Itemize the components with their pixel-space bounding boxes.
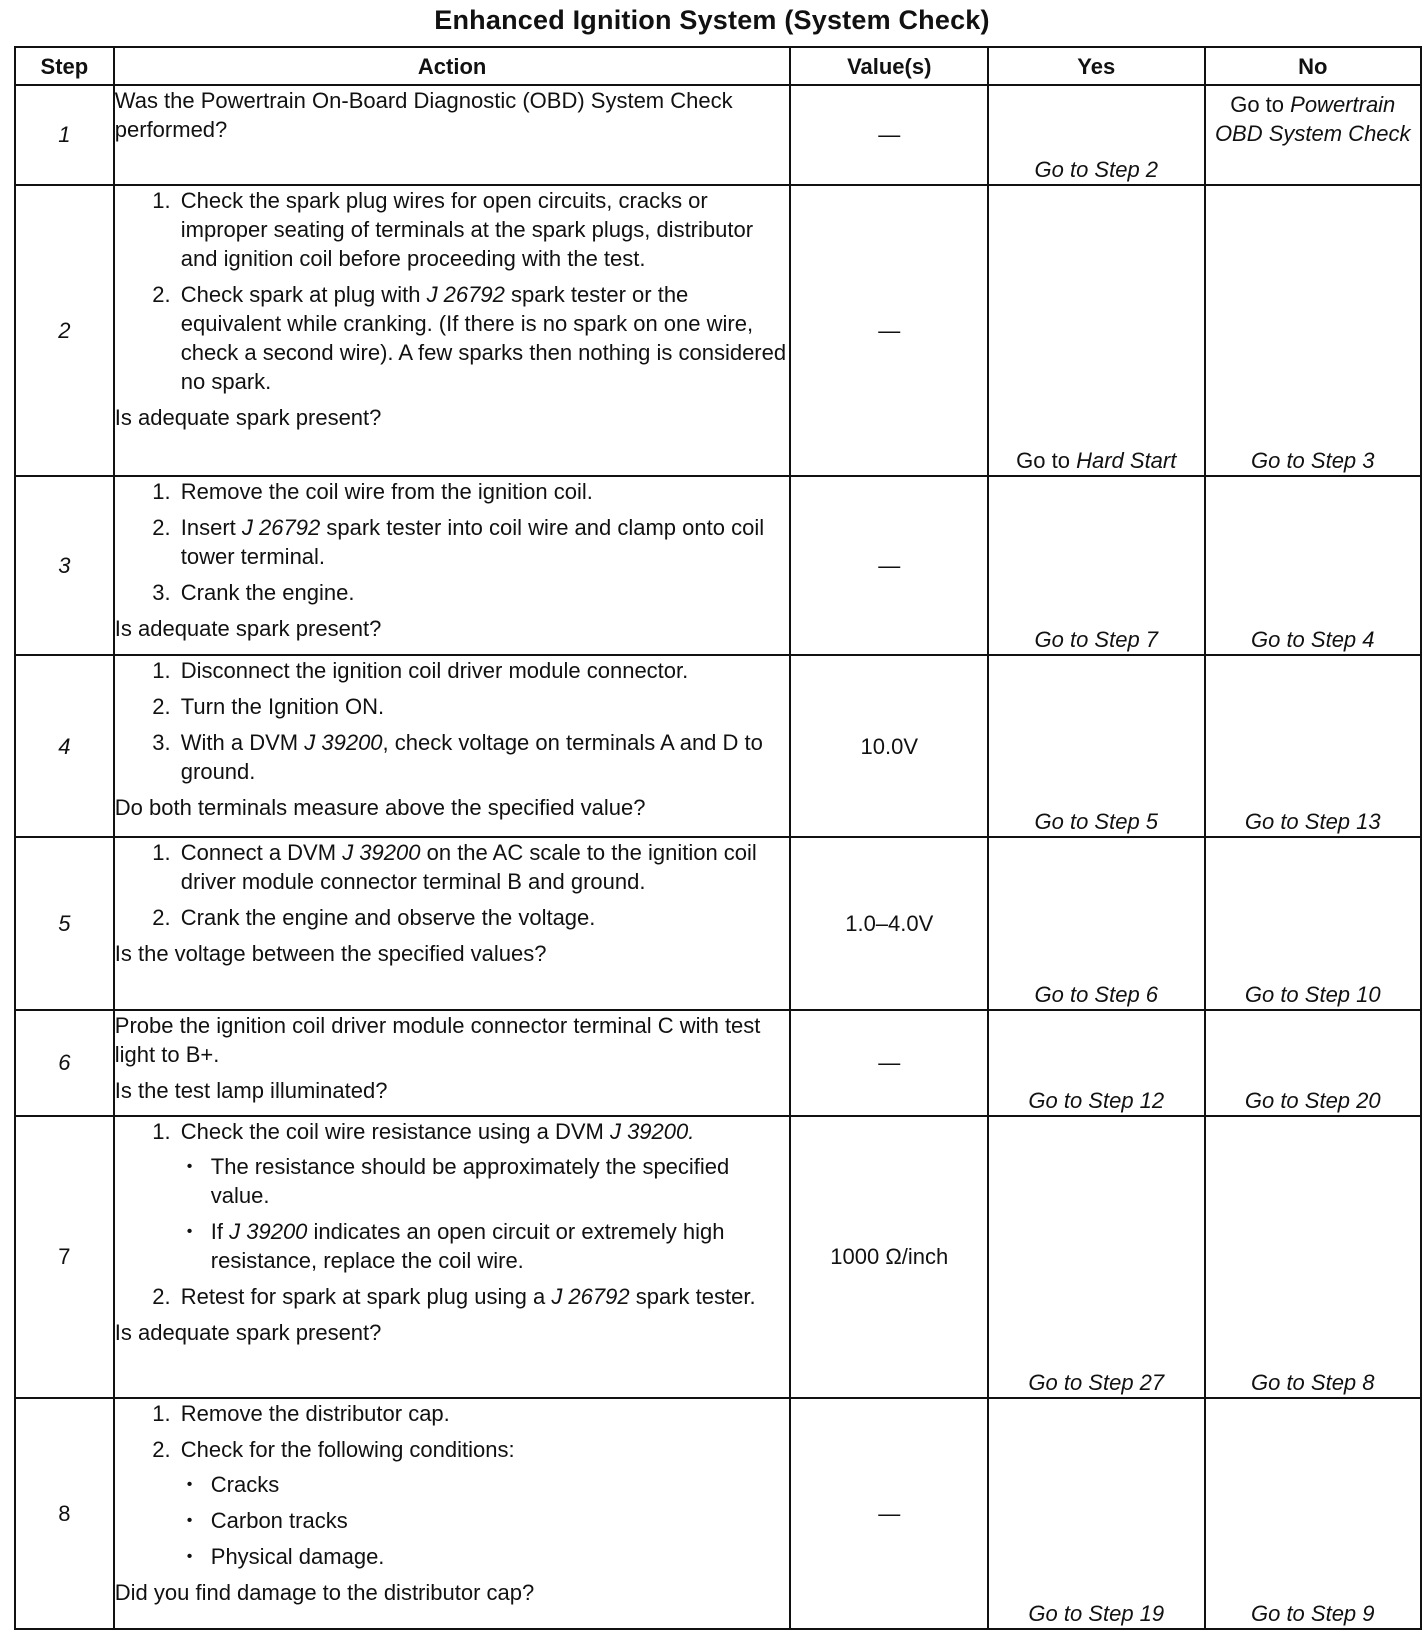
no-cell: Go to Step 13 — [1205, 655, 1422, 837]
no-cell: Go to Step 20 — [1205, 1010, 1422, 1116]
table-row — [15, 185, 1421, 476]
action-list — [115, 1117, 790, 1311]
item-text: If — [210, 1219, 223, 1245]
action-list — [115, 477, 790, 607]
action-cell — [114, 1010, 791, 1116]
no-cell: Go to Step 10 — [1205, 837, 1422, 1010]
item-text: Insert — [180, 515, 236, 541]
header-no: No — [1205, 47, 1422, 85]
value-cell: 1000 Ω/inch — [790, 1116, 988, 1398]
item-text: Check spark at plug with — [180, 281, 421, 307]
bullet-list — [181, 1152, 790, 1275]
tool-reference: J 26792 — [426, 281, 505, 307]
no-cell: Go to Step 4 — [1205, 476, 1422, 655]
page-title: Enhanced Ignition System (System Check) — [434, 5, 990, 35]
header-values: Value(s) — [790, 47, 988, 85]
action-list — [115, 656, 790, 786]
list-item — [177, 280, 790, 396]
table-row — [15, 1398, 1421, 1629]
table-row — [15, 1116, 1421, 1398]
value-cell: — — [790, 1398, 988, 1629]
item-text: Check the spark plug wires for open circuits, cracks or improper seating of terminals at the spark plugs, distributor and ignition coil before proceeding with the test. — [180, 187, 754, 271]
list-item — [177, 513, 790, 571]
step-number: 1 — [15, 85, 114, 185]
value-cell: — — [790, 1010, 988, 1116]
bullet-item — [211, 1506, 790, 1535]
question-text: Did you find damage to the distributor cap? — [114, 1579, 535, 1605]
action-list — [115, 838, 790, 932]
table-row — [15, 837, 1421, 1010]
table-row — [15, 85, 1421, 185]
value-cell: — — [790, 85, 988, 185]
bullet-list — [181, 1470, 790, 1571]
action-list — [115, 1399, 790, 1571]
question-text: Is adequate spark present? — [114, 1320, 382, 1346]
question-text: Do both terminals measure above the specified value? — [114, 795, 646, 821]
item-text: Remove the distributor cap. — [180, 1400, 450, 1426]
tool-reference: J 39200 — [342, 840, 421, 866]
list-item — [177, 838, 790, 896]
list-item — [177, 477, 790, 506]
item-text: on the AC scale to the ignition coil driver module connector terminal B and ground. — [180, 840, 757, 895]
question-text: Is adequate spark present? — [114, 616, 382, 642]
step-number: 6 — [15, 1010, 114, 1116]
tool-reference: J 26792 — [241, 515, 321, 541]
item-text: spark tester or the equivalent while cranking. (If there is no spark on one wire, check a second wire). A few sparks then nothing is considered no spark. — [180, 281, 787, 394]
yes-link: Hard Start — [1076, 448, 1177, 474]
item-text: Check the coil wire resistance using a DVM — [180, 1119, 604, 1145]
tool-reference: J 39200 — [229, 1219, 308, 1245]
list-item — [177, 186, 790, 273]
item-text: Crank the engine. — [180, 580, 355, 606]
bullet-item — [211, 1542, 790, 1571]
list-item — [177, 903, 790, 932]
bullet-item — [211, 1470, 790, 1499]
action-cell — [114, 476, 791, 655]
action-cell — [114, 185, 791, 476]
header-action: Action — [114, 47, 791, 85]
step-number: 2 — [15, 185, 114, 476]
yes-prefix: Go to — [1016, 448, 1070, 474]
action-cell — [114, 837, 791, 1010]
item-text: , check voltage on terminals A and D to ground. — [180, 730, 763, 785]
no-cell: Go to Step 9 — [1205, 1398, 1422, 1629]
header-row — [15, 47, 1421, 85]
yes-cell: Go to Step 7 — [988, 476, 1204, 655]
item-text: Cracks — [210, 1471, 280, 1497]
bullet-item — [211, 1217, 790, 1275]
value-cell: — — [790, 476, 988, 655]
action-text: Was the Powertrain On-Board Diagnostic (OBD) System Check performed? — [114, 88, 733, 142]
list-item — [177, 656, 790, 685]
yes-cell: Go to Step 5 — [988, 655, 1204, 837]
list-item — [177, 1117, 790, 1275]
item-text: Connect a DVM — [180, 840, 337, 866]
no-cell — [1205, 85, 1422, 185]
diagnostic-table — [14, 46, 1422, 1630]
step-number: 8 — [15, 1398, 114, 1629]
list-item — [177, 578, 790, 607]
no-cell: Go to Step 8 — [1205, 1116, 1422, 1398]
item-text: The resistance should be approximately the specified value. — [210, 1154, 730, 1209]
action-cell — [114, 1398, 791, 1629]
action-cell — [114, 1116, 791, 1398]
item-text: Disconnect the ignition coil driver module connector. — [180, 658, 689, 684]
tool-reference: J 39200 — [304, 730, 383, 756]
tool-reference: J 26792 — [551, 1284, 630, 1310]
item-text: Carbon tracks — [210, 1507, 348, 1533]
item-text: Retest for spark at spark plug using a — [180, 1284, 546, 1310]
item-text: Turn the Ignition ON. — [180, 694, 385, 720]
action-cell — [114, 655, 791, 837]
value-cell: 10.0V — [790, 655, 988, 837]
step-number: 4 — [15, 655, 114, 837]
question-text: Is the voltage between the specified values? — [114, 941, 547, 967]
no-prefix: Go to — [1230, 92, 1285, 117]
yes-cell: Go to Step 2 — [988, 85, 1204, 185]
yes-cell — [988, 185, 1204, 476]
yes-cell: Go to Step 19 — [988, 1398, 1204, 1629]
item-text: Check for the following conditions: — [180, 1436, 515, 1462]
item-text: spark tester into coil wire and clamp onto coil tower terminal. — [180, 515, 765, 570]
list-item — [177, 1435, 790, 1571]
item-text: Physical damage. — [210, 1543, 385, 1569]
value-cell: — — [790, 185, 988, 476]
item-text: spark tester. — [635, 1284, 756, 1310]
list-item — [177, 1399, 790, 1428]
bullet-item — [211, 1152, 790, 1210]
no-cell: Go to Step 3 — [1205, 185, 1422, 476]
question-text: Is adequate spark present? — [114, 404, 382, 430]
yes-cell: Go to Step 27 — [988, 1116, 1204, 1398]
value-cell: 1.0–4.0V — [790, 837, 988, 1010]
header-step: Step — [15, 47, 114, 85]
item-text: Remove the coil wire from the ignition coil. — [180, 479, 593, 505]
no-link: Powertrain OBD System Check — [1214, 92, 1411, 146]
action-text: Probe the ignition coil driver module connector terminal C with test light to B+. — [114, 1012, 761, 1067]
question-text: Is the test lamp illuminated? — [114, 1077, 388, 1103]
item-text: indicates an open circuit or extremely high resistance, replace the coil wire. — [210, 1219, 725, 1274]
list-item — [177, 692, 790, 721]
header-yes: Yes — [988, 47, 1204, 85]
list-item — [177, 1282, 790, 1311]
step-number: 3 — [15, 476, 114, 655]
action-cell — [114, 85, 791, 185]
action-list — [115, 186, 790, 396]
yes-cell: Go to Step 12 — [988, 1010, 1204, 1116]
table-row — [15, 655, 1421, 837]
item-text: With a DVM — [180, 730, 299, 756]
step-number: 7 — [15, 1116, 114, 1398]
item-text: Crank the engine and observe the voltage. — [180, 905, 596, 931]
list-item — [177, 728, 790, 786]
table-row — [15, 476, 1421, 655]
tool-reference: J 39200. — [609, 1119, 695, 1145]
table-row — [15, 1010, 1421, 1116]
yes-cell: Go to Step 6 — [988, 837, 1204, 1010]
step-number: 5 — [15, 837, 114, 1010]
